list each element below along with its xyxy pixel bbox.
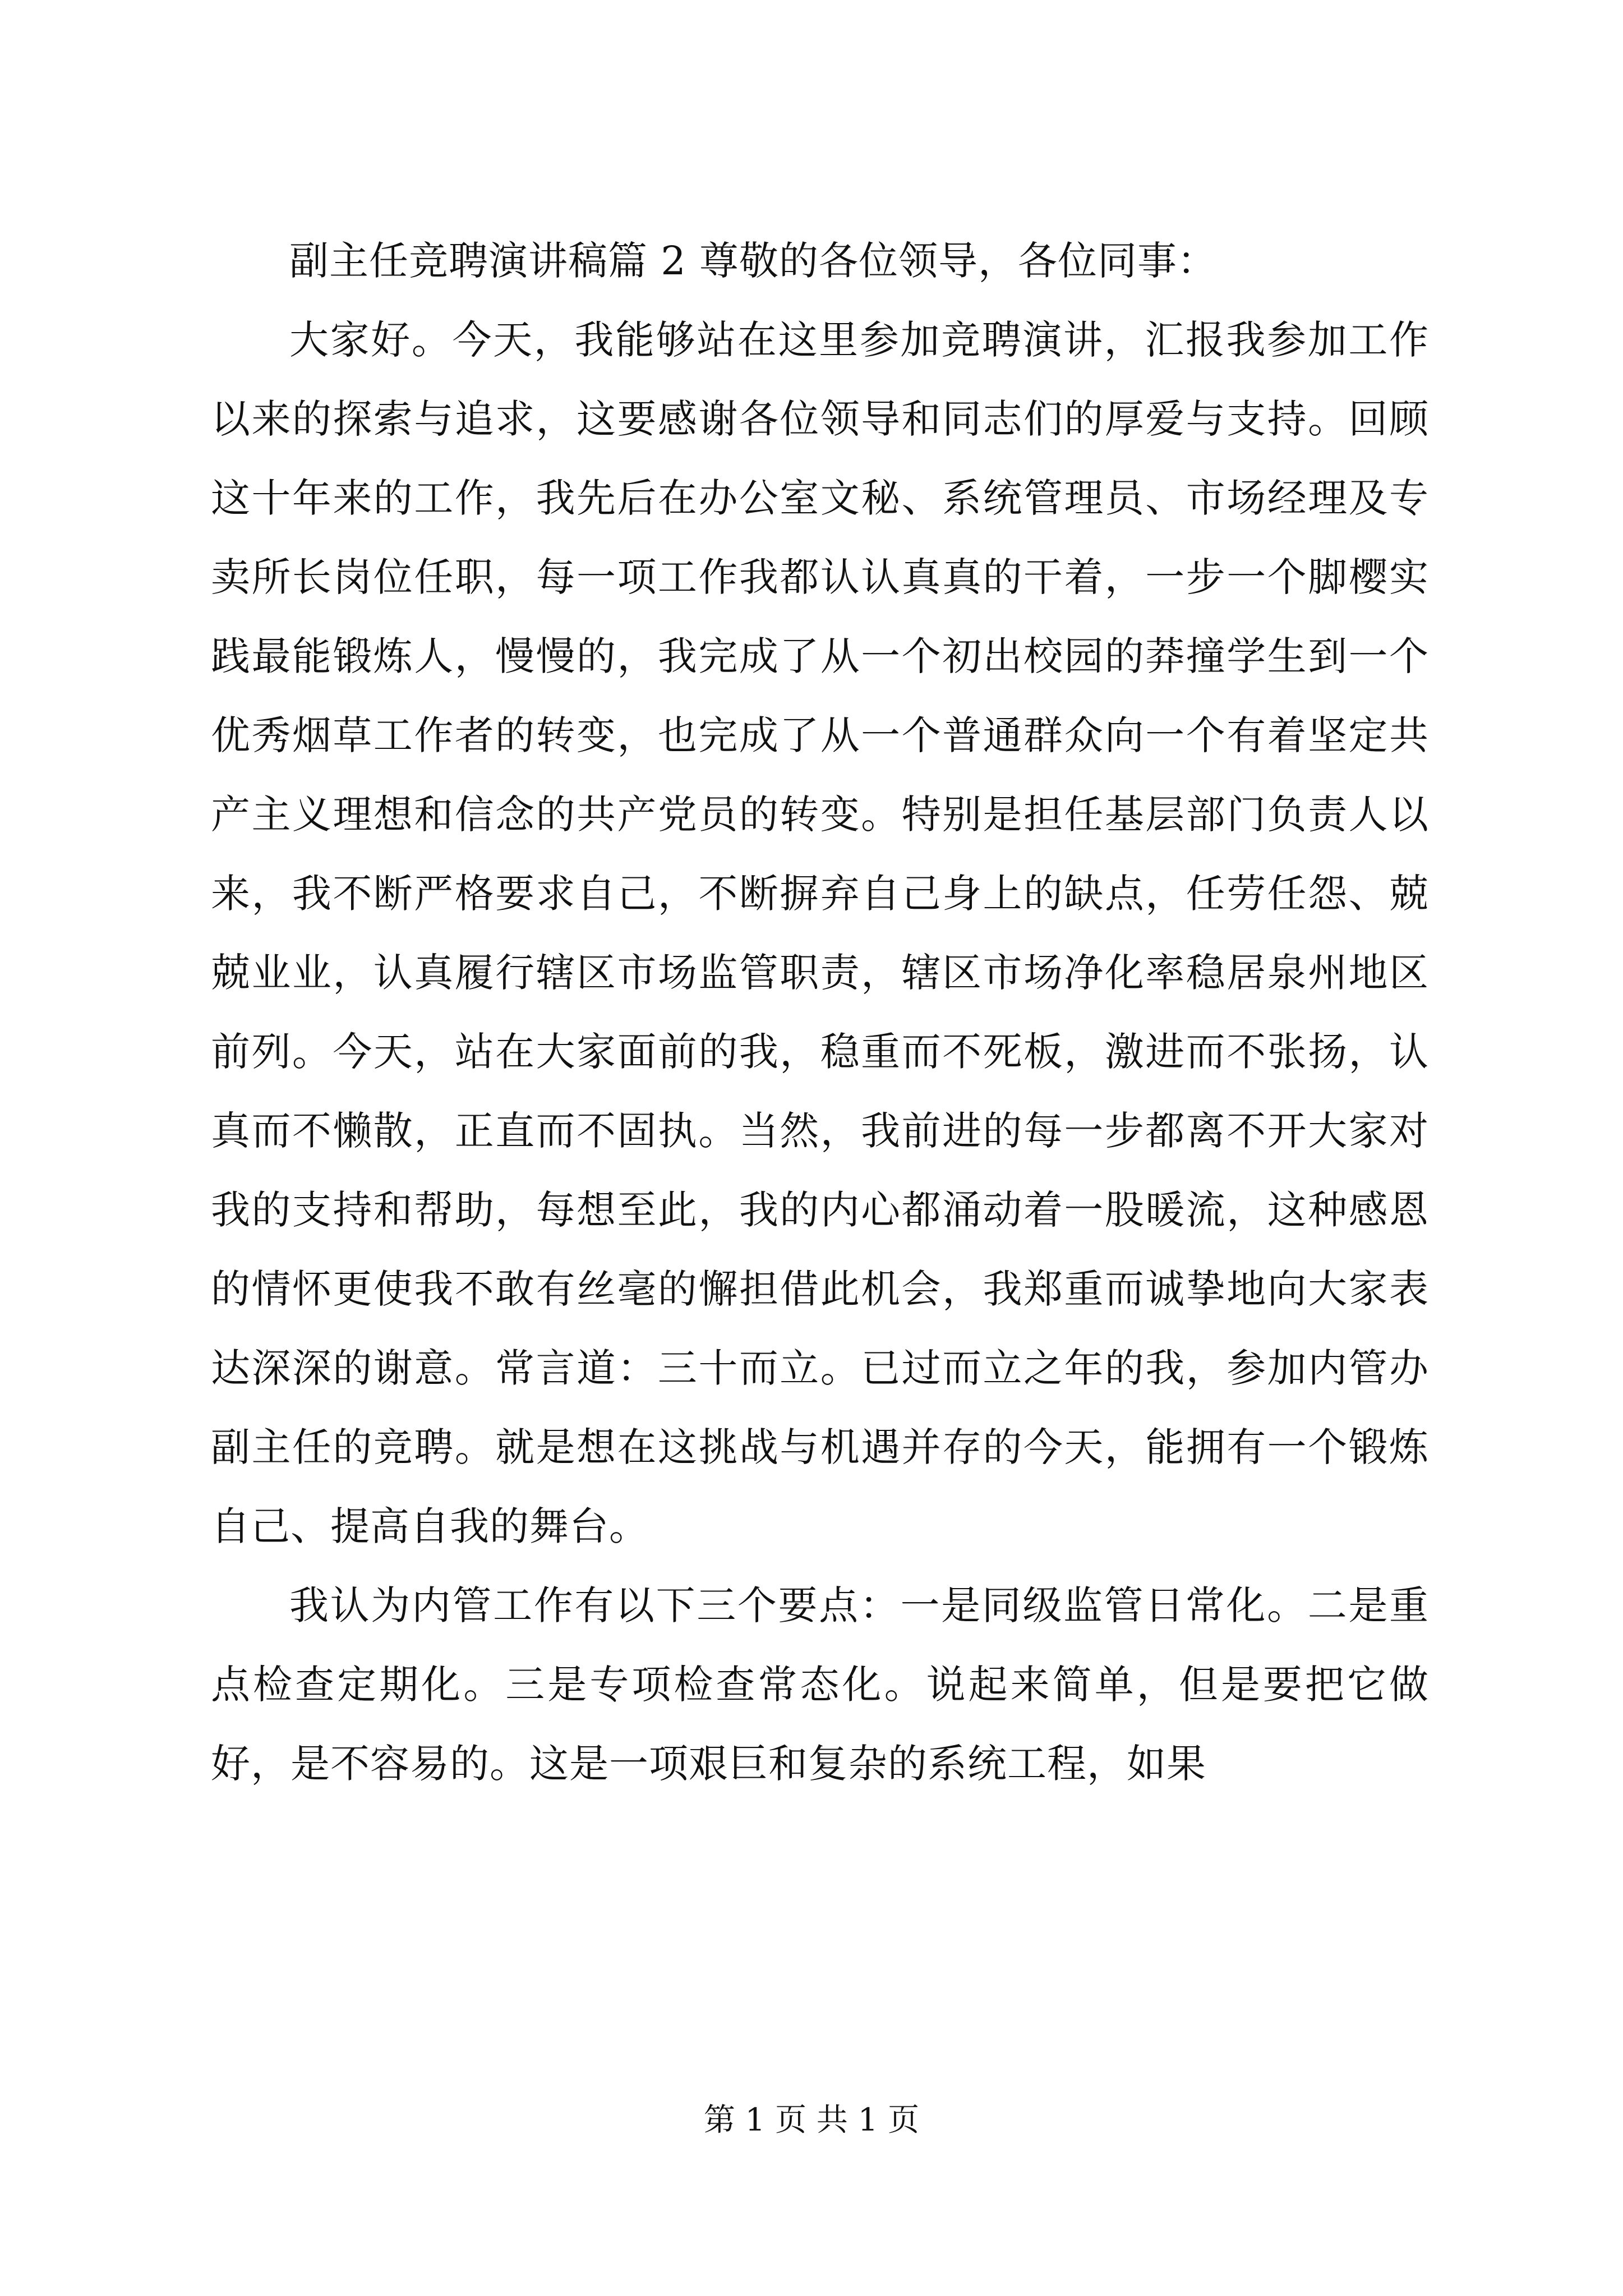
paragraph-heading-greeting: 副主任竞聘演讲稿篇 2 尊敬的各位领导，各位同事： (289, 238, 1218, 284)
page-footer: 第 1 页 共 1 页 (703, 2102, 920, 2138)
paragraph-work-points: 我认为内管工作有以下三个要点：一是同级监管日常化。二是重点检查定期化。三是专项检查常态化。说起来简单，但是要把它做好，是不容易的。这是一项艰巨和复杂的系统工程，如果 (211, 1582, 1429, 1787)
document-body (211, 222, 1429, 1803)
paragraph-introduction: 大家好。今天，我能够站在这里参加竞聘演讲，汇报我参加工作以来的探索与追求，这要感谢各位领导和同志们的厚爱与支持。回顾这十年来的工作，我先后在办公室文秘、系统管理员、市场经理及专卖所长岗位任职，每一项工作我都认认真真的干着，一步一个脚樱实践最能锻炼人，慢慢的，我完成了从一个初出校园的莽撞学生到一个优秀烟草工作者的转变，也完成了从一个普通群众向一个有着坚定共产主义理想和信念的共产党员的转变。特别是担任基层部门负责人以来，我不断严格要求自己，不断摒弃自己身上的缺点，任劳任怨、兢兢业业，认真履行辖区市场监管职责，辖区市场净化率稳居泉州地区前列。今天，站在大家面前的我，稳重而不死板，激进而不张扬，认真而不懒散，正直而不固执。当然，我前进的每一步都离不开大家对我的支持和帮助，每想至此，我的内心都涌动着一股暖流，这种感恩的情怀更使我不敢有丝毫的懈担借此机会，我郑重而诚挚地向大家表达深深的谢意。常言道：三十而立。已过而立之年的我，参加内管办副主任的竞聘。就是想在这挑战与机遇并存的今天，能拥有一个锻炼自己、提高自我的舞台。 (211, 317, 1429, 1549)
